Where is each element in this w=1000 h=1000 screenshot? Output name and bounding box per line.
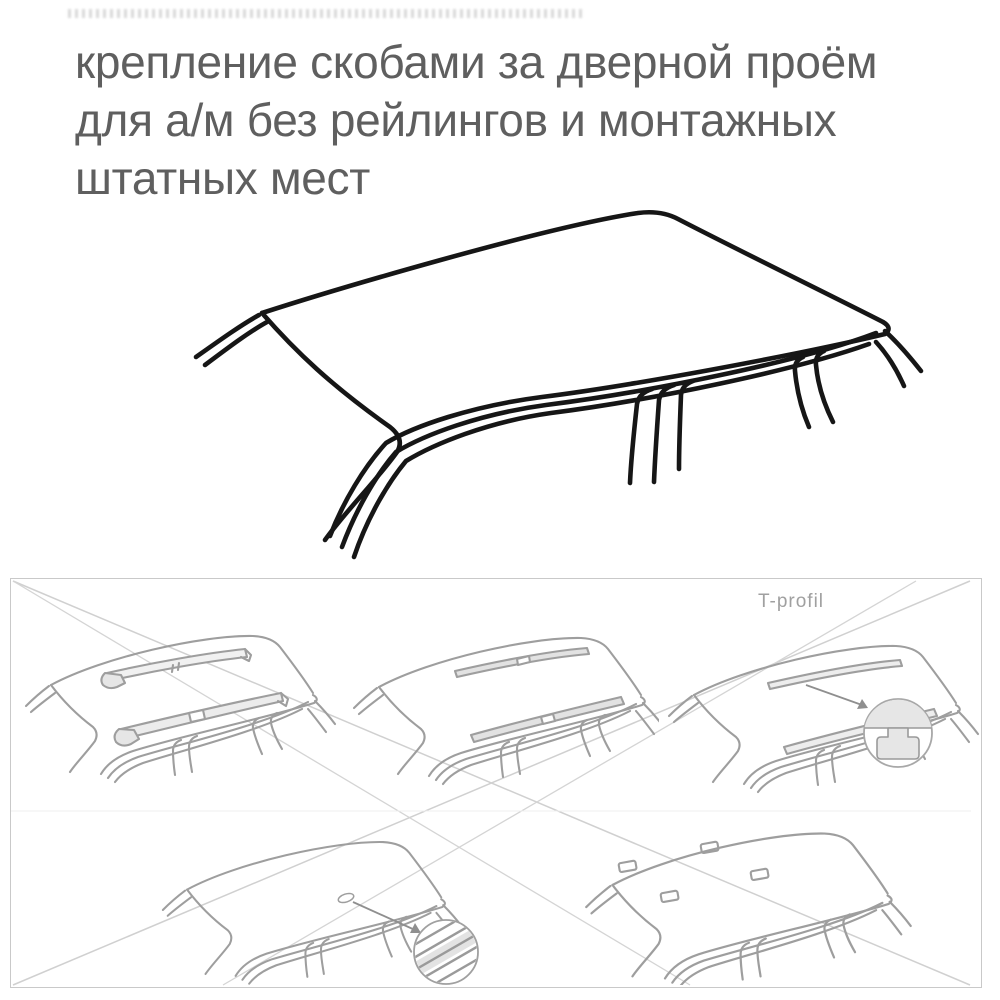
roof-top-edge xyxy=(262,212,883,322)
near-rail-front-foot xyxy=(115,729,139,746)
diagram-hidden-fixpoints xyxy=(116,810,541,987)
heading-line-1: крепление скобами за дверной проём xyxy=(75,36,878,88)
c-pillar-1 xyxy=(795,357,809,427)
fixpoint-3 xyxy=(750,868,768,880)
t-profile-arrow-icon xyxy=(806,685,868,709)
t-slot-inset-circle xyxy=(864,699,932,767)
b-pillar-3 xyxy=(679,381,693,469)
diagram-t-profile xyxy=(656,589,981,803)
near-rail-center-bracket xyxy=(189,710,205,722)
far-rail-front-foot xyxy=(101,673,125,688)
diagram-flush-rails xyxy=(339,595,659,809)
heading-line-3: штатных мест xyxy=(75,152,371,204)
mount-types-panel xyxy=(10,578,982,988)
near-rail-notch xyxy=(541,714,555,724)
b-pillar-2 xyxy=(654,385,674,482)
fixpoint-cover xyxy=(337,892,355,905)
door-rail-3 xyxy=(354,344,869,557)
windshield-edge xyxy=(262,313,400,540)
diagram-fixpoints xyxy=(541,805,981,985)
fixpoint-4 xyxy=(660,890,678,902)
fixpoint-1 xyxy=(618,860,636,872)
striped-inset-circle xyxy=(400,913,491,987)
diagram-raised-rails xyxy=(21,595,341,809)
b-pillar-1 xyxy=(630,389,652,483)
heading-line-2: для а/м без рейлингов и монтажных xyxy=(75,94,837,146)
t-profile-label: T-profil xyxy=(757,591,825,612)
